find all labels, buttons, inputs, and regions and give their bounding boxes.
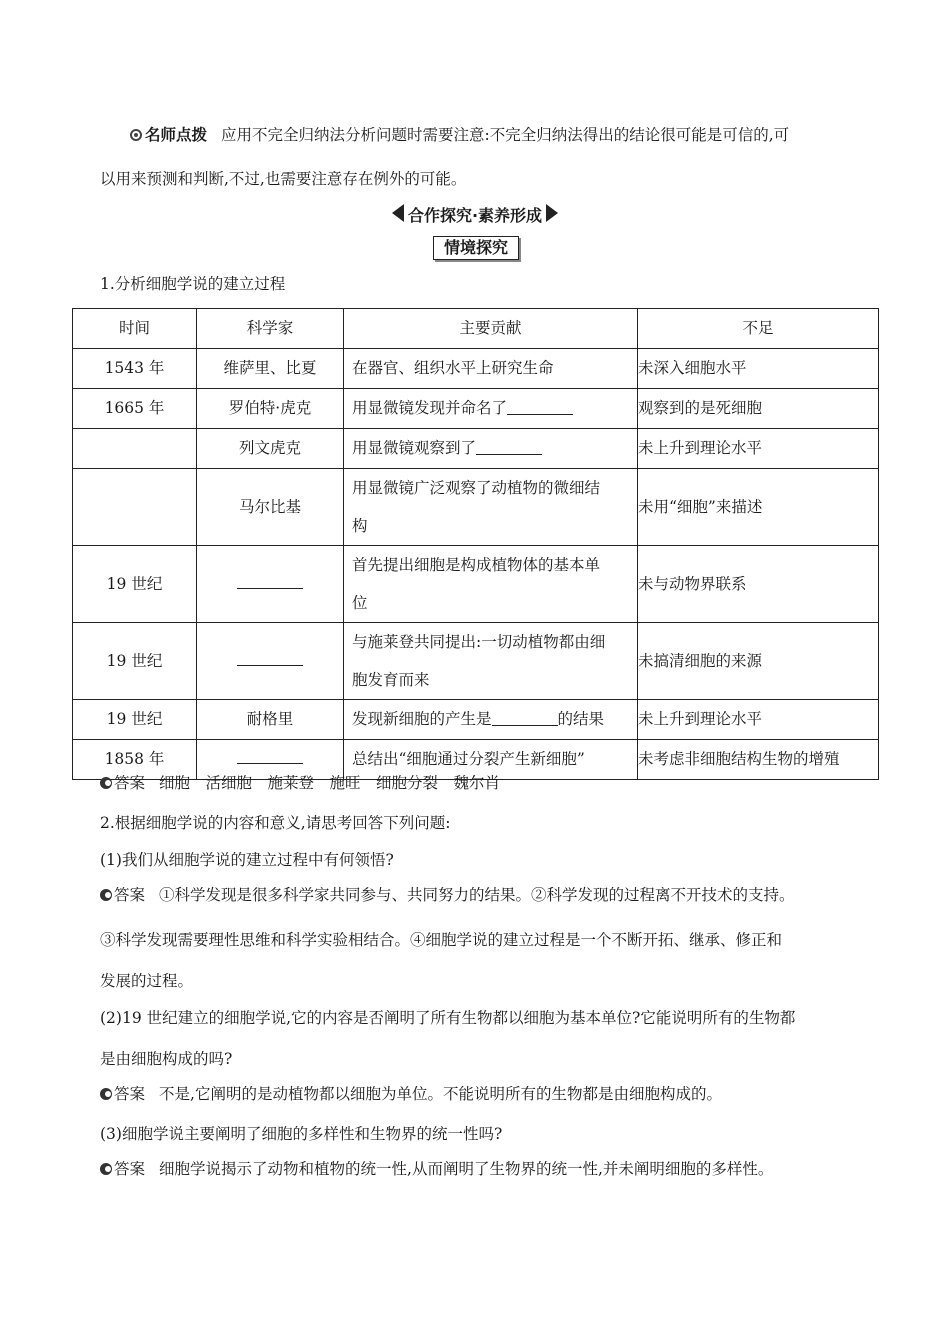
contribution-text: 首先提出细胞是构成植物体的基本单 — [352, 556, 601, 574]
q2-sub3-answer — [100, 1162, 860, 1177]
contribution-text: 与施莱登共同提出:一切动植物都由细 — [352, 633, 606, 651]
cell-scientist — [197, 546, 344, 623]
q2-title: 2.根据细胞学说的内容和意义,请思考回答下列问题: — [100, 814, 451, 832]
cell-contribution — [344, 429, 638, 469]
q2-sub1-question: (1)我们从细胞学说的建立过程中有何领悟? — [100, 851, 394, 869]
cell-time: 1665 年 — [73, 389, 197, 429]
cell-scientist — [197, 623, 344, 700]
fill-blank — [476, 440, 542, 455]
cell-contribution: 在器官、组织水平上研究生命 — [344, 349, 638, 389]
table-header-row — [73, 309, 879, 349]
cell-shortcoming: 未与动物界联系 — [638, 546, 879, 623]
q1-title: 1.分析细胞学说的建立过程 — [100, 275, 286, 293]
contribution-text: 用显微镜广泛观察了动植物的微细结 — [352, 479, 601, 497]
lightbulb-icon — [130, 129, 142, 141]
fill-blank — [237, 574, 303, 589]
answer-label: 答案 — [114, 774, 146, 792]
cell-scientist: 马尔比基 — [197, 469, 344, 546]
header-shortcoming: 不足 — [638, 309, 879, 349]
cell-shortcoming: 未上升到理论水平 — [638, 429, 879, 469]
cell-time — [73, 429, 197, 469]
q2-sub1-answer-line2: ③科学发现需要理性思维和科学实验相结合。④细胞学说的建立过程是一个不断开拓、继承、修正和 — [100, 931, 783, 949]
q2-sub2-answer — [100, 1087, 860, 1102]
contribution-text: 发现新细胞的产生是 — [352, 710, 492, 728]
cell-scientist: 罗伯特·虎克 — [197, 389, 344, 429]
triangle-left-icon — [392, 204, 404, 222]
fill-blank — [492, 711, 558, 726]
header-time: 时间 — [73, 309, 197, 349]
header-scientist: 科学家 — [197, 309, 344, 349]
answer-bullet-icon — [100, 777, 112, 789]
cell-contribution — [344, 700, 638, 740]
contribution-text: 用显微镜观察到了 — [352, 439, 477, 457]
fill-blank — [237, 749, 303, 764]
tip-line-1 — [100, 127, 860, 143]
cell-contribution: 总结出“细胞通过分裂产生新细胞” — [344, 740, 638, 780]
answer-label: 答案 — [114, 1160, 146, 1178]
table-row — [73, 623, 879, 700]
answer-text: 细胞 活细胞 施莱登 施旺 细胞分裂 魏尔肖 — [159, 774, 501, 792]
answer-label: 答案 — [114, 1085, 146, 1103]
header-contribution: 主要贡献 — [344, 309, 638, 349]
cell-time: 19 世纪 — [73, 700, 197, 740]
cell-scientist: 列文虎克 — [197, 429, 344, 469]
cell-time: 19 世纪 — [73, 546, 197, 623]
contribution-text-cont: 位 — [352, 594, 368, 612]
cell-shortcoming: 未用“细胞”来描述 — [638, 469, 879, 546]
section-title — [0, 203, 950, 226]
answer-text: ①科学发现是很多科学家共同参与、共同努力的结果。②科学发现的过程离不开技术的支持。 — [159, 886, 795, 904]
table-row — [73, 700, 879, 740]
tip-line-2: 以用来预测和判断,不过,也需要注意存在例外的可能。 — [100, 170, 467, 188]
answer-text: 不是,它阐明的是动植物都以细胞为单位。不能说明所有的生物都是由细胞构成的。 — [159, 1085, 722, 1103]
cell-scientist: 维萨里、比夏 — [197, 349, 344, 389]
answer-label: 答案 — [114, 886, 146, 904]
table-row — [73, 469, 879, 546]
answer-bullet-icon — [100, 1088, 112, 1100]
tip-text-1: 应用不完全归纳法分析问题时需要注意:不完全归纳法得出的结论很可能是可信的,可 — [221, 126, 790, 144]
q2-sub3-question: (3)细胞学说主要阐明了细胞的多样性和生物界的统一性吗? — [100, 1125, 503, 1143]
cell-time: 1858 年 — [73, 740, 197, 780]
table-row — [73, 389, 879, 429]
cell-time: 1543 年 — [73, 349, 197, 389]
answer-bullet-icon — [100, 1163, 112, 1175]
tip-label: 名师点拨 — [145, 125, 208, 144]
cell-shortcoming: 观察到的是死细胞 — [638, 389, 879, 429]
cell-contribution — [344, 389, 638, 429]
q2-sub2-question-line2: 是由细胞构成的吗? — [100, 1050, 233, 1068]
cell-time — [73, 469, 197, 546]
cell-shortcoming: 未深入细胞水平 — [638, 349, 879, 389]
fill-blank — [507, 400, 573, 415]
triangle-right-icon — [546, 204, 558, 222]
cell-contribution — [344, 546, 638, 623]
answer-text: 细胞学说揭示了动物和植物的统一性,从而阐明了生物界的统一性,并未阐明细胞的多样性。 — [159, 1160, 774, 1178]
q2-sub1-answer-line3: 发展的过程。 — [100, 972, 194, 990]
cell-shortcoming: 未搞清细胞的来源 — [638, 623, 879, 700]
cell-scientist: 耐格里 — [197, 700, 344, 740]
q2-sub2-question: (2)19 世纪建立的细胞学说,它的内容是否阐明了所有生物都以细胞为基本单位?它能说明所有的生物都 — [100, 1009, 796, 1027]
contribution-text-cont: 的结果 — [557, 710, 605, 728]
cell-time: 19 世纪 — [73, 623, 197, 700]
contribution-text-cont: 胞发育而来 — [352, 671, 430, 689]
scenario-box-title: 情境探究 — [433, 236, 519, 260]
q1-answer — [100, 776, 860, 791]
history-table — [72, 308, 879, 780]
cell-contribution — [344, 623, 638, 700]
cell-shortcoming: 未上升到理论水平 — [638, 700, 879, 740]
contribution-text: 用显微镜发现并命名了 — [352, 399, 508, 417]
cell-contribution — [344, 469, 638, 546]
cell-shortcoming: 未考虑非细胞结构生物的增殖 — [638, 740, 879, 780]
contribution-text-cont: 构 — [352, 517, 368, 535]
table-row — [73, 429, 879, 469]
table-row — [73, 546, 879, 623]
fill-blank — [237, 651, 303, 666]
answer-bullet-icon — [100, 889, 112, 901]
q2-sub1-answer — [100, 888, 860, 903]
section-title-text: 合作探究·素养形成 — [407, 206, 543, 225]
table-row — [73, 349, 879, 389]
